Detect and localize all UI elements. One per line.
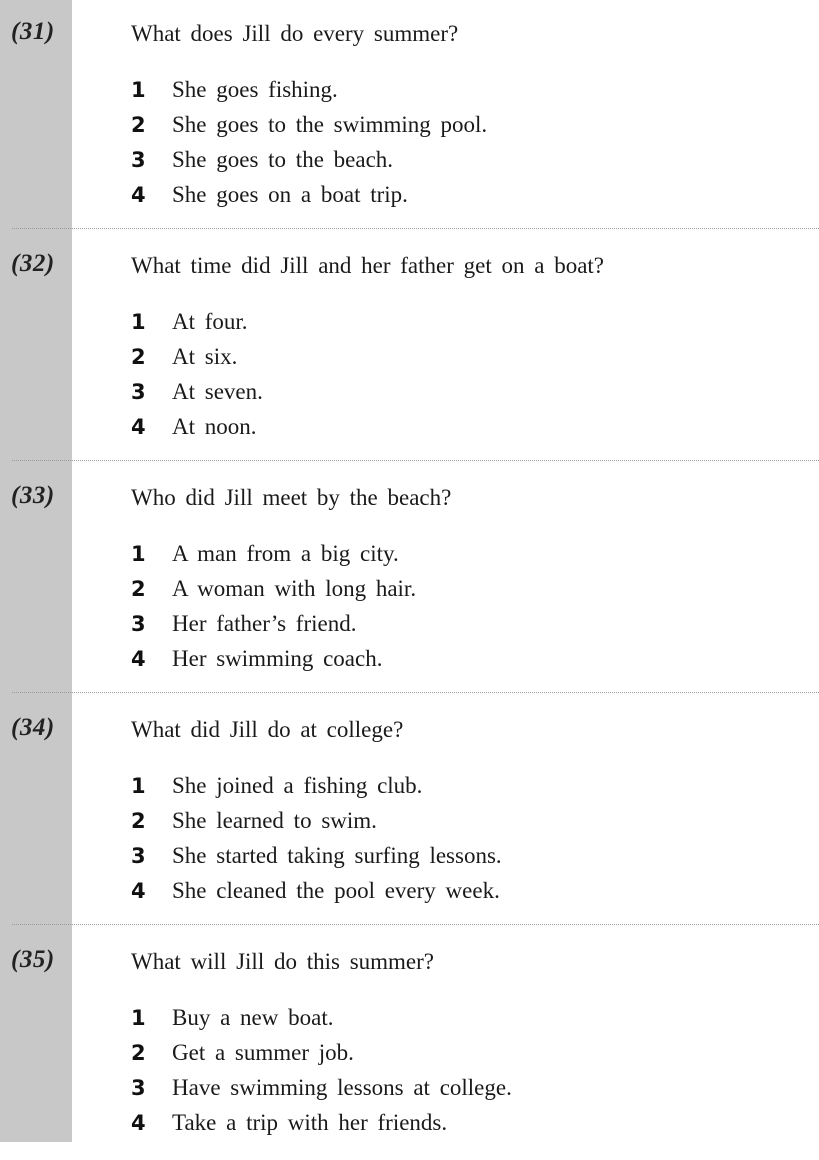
option-number: 2 bbox=[131, 576, 146, 601]
option-text: A woman with long hair. bbox=[172, 575, 417, 601]
question-text: Who did Jill meet by the beach? bbox=[131, 485, 452, 510]
question-number: (35) bbox=[11, 946, 55, 973]
answer-option[interactable] bbox=[131, 304, 263, 339]
option-number: 4 bbox=[131, 182, 146, 207]
answer-option[interactable] bbox=[131, 838, 502, 873]
answer-option[interactable] bbox=[131, 536, 416, 571]
option-number: 3 bbox=[131, 147, 146, 172]
option-number: 2 bbox=[131, 112, 146, 137]
question-text: What does Jill do every summer? bbox=[131, 21, 459, 46]
option-number: 1 bbox=[131, 1005, 146, 1030]
answer-option[interactable] bbox=[131, 1070, 512, 1105]
question-divider bbox=[12, 460, 819, 461]
answer-option[interactable] bbox=[131, 374, 263, 409]
option-text: She started taking surfing lessons. bbox=[172, 842, 502, 868]
answer-option[interactable] bbox=[131, 641, 416, 676]
option-text: She goes on a boat trip. bbox=[172, 181, 408, 207]
question-divider bbox=[12, 228, 819, 229]
option-number: 4 bbox=[131, 1110, 146, 1135]
option-text: At noon. bbox=[172, 413, 257, 439]
answer-option[interactable] bbox=[131, 177, 487, 212]
answer-option[interactable] bbox=[131, 1000, 512, 1035]
option-text: Take a trip with her friends. bbox=[172, 1109, 448, 1135]
option-number: 2 bbox=[131, 808, 146, 833]
option-text: At four. bbox=[172, 308, 248, 334]
option-text: She goes to the beach. bbox=[172, 146, 394, 172]
answer-options bbox=[131, 304, 263, 444]
option-number: 1 bbox=[131, 773, 146, 798]
question-34 bbox=[0, 696, 819, 928]
option-number: 4 bbox=[131, 646, 146, 671]
option-text: She cleaned the pool every week. bbox=[172, 877, 500, 903]
option-number: 3 bbox=[131, 379, 146, 404]
answer-options bbox=[131, 536, 416, 676]
answer-options bbox=[131, 768, 502, 908]
answer-option[interactable] bbox=[131, 768, 502, 803]
option-text: At seven. bbox=[172, 378, 263, 404]
option-text: She learned to swim. bbox=[172, 807, 377, 833]
option-text: Have swimming lessons at college. bbox=[172, 1074, 512, 1100]
question-divider bbox=[12, 692, 819, 693]
option-text: At six. bbox=[172, 343, 238, 369]
answer-option[interactable] bbox=[131, 1105, 512, 1140]
question-number: (34) bbox=[11, 714, 55, 741]
question-33 bbox=[0, 464, 819, 696]
answer-option[interactable] bbox=[131, 571, 416, 606]
question-number: (33) bbox=[11, 482, 55, 509]
option-number: 4 bbox=[131, 878, 146, 903]
question-divider bbox=[12, 924, 819, 925]
option-number: 2 bbox=[131, 344, 146, 369]
option-number: 3 bbox=[131, 1075, 146, 1100]
option-text: She joined a fishing club. bbox=[172, 772, 423, 798]
option-number: 3 bbox=[131, 611, 146, 636]
question-31 bbox=[0, 0, 819, 232]
question-32 bbox=[0, 232, 819, 464]
option-text: She goes to the swimming pool. bbox=[172, 111, 488, 137]
question-text: What time did Jill and her father get on a boat? bbox=[131, 253, 605, 278]
answer-options bbox=[131, 72, 487, 212]
answer-option[interactable] bbox=[131, 72, 487, 107]
option-text: Get a summer job. bbox=[172, 1039, 354, 1065]
option-number: 1 bbox=[131, 77, 146, 102]
answer-option[interactable] bbox=[131, 107, 487, 142]
answer-option[interactable] bbox=[131, 873, 502, 908]
question-35 bbox=[0, 928, 819, 1160]
option-text: Her father’s friend. bbox=[172, 610, 357, 636]
option-number: 4 bbox=[131, 414, 146, 439]
answer-option[interactable] bbox=[131, 142, 487, 177]
answer-option[interactable] bbox=[131, 803, 502, 838]
option-number: 2 bbox=[131, 1040, 146, 1065]
option-text: A man from a big city. bbox=[172, 540, 399, 566]
option-number: 1 bbox=[131, 309, 146, 334]
question-number: (31) bbox=[11, 18, 55, 45]
question-text: What did Jill do at college? bbox=[131, 717, 404, 742]
answer-options bbox=[131, 1000, 512, 1140]
answer-option[interactable] bbox=[131, 339, 263, 374]
option-text: She goes fishing. bbox=[172, 76, 338, 102]
answer-option[interactable] bbox=[131, 1035, 512, 1070]
answer-option[interactable] bbox=[131, 409, 263, 444]
question-number: (32) bbox=[11, 250, 55, 277]
question-text: What will Jill do this summer? bbox=[131, 949, 434, 974]
option-number: 3 bbox=[131, 843, 146, 868]
option-text: Her swimming coach. bbox=[172, 645, 383, 671]
option-number: 1 bbox=[131, 541, 146, 566]
answer-option[interactable] bbox=[131, 606, 416, 641]
option-text: Buy a new boat. bbox=[172, 1004, 334, 1030]
